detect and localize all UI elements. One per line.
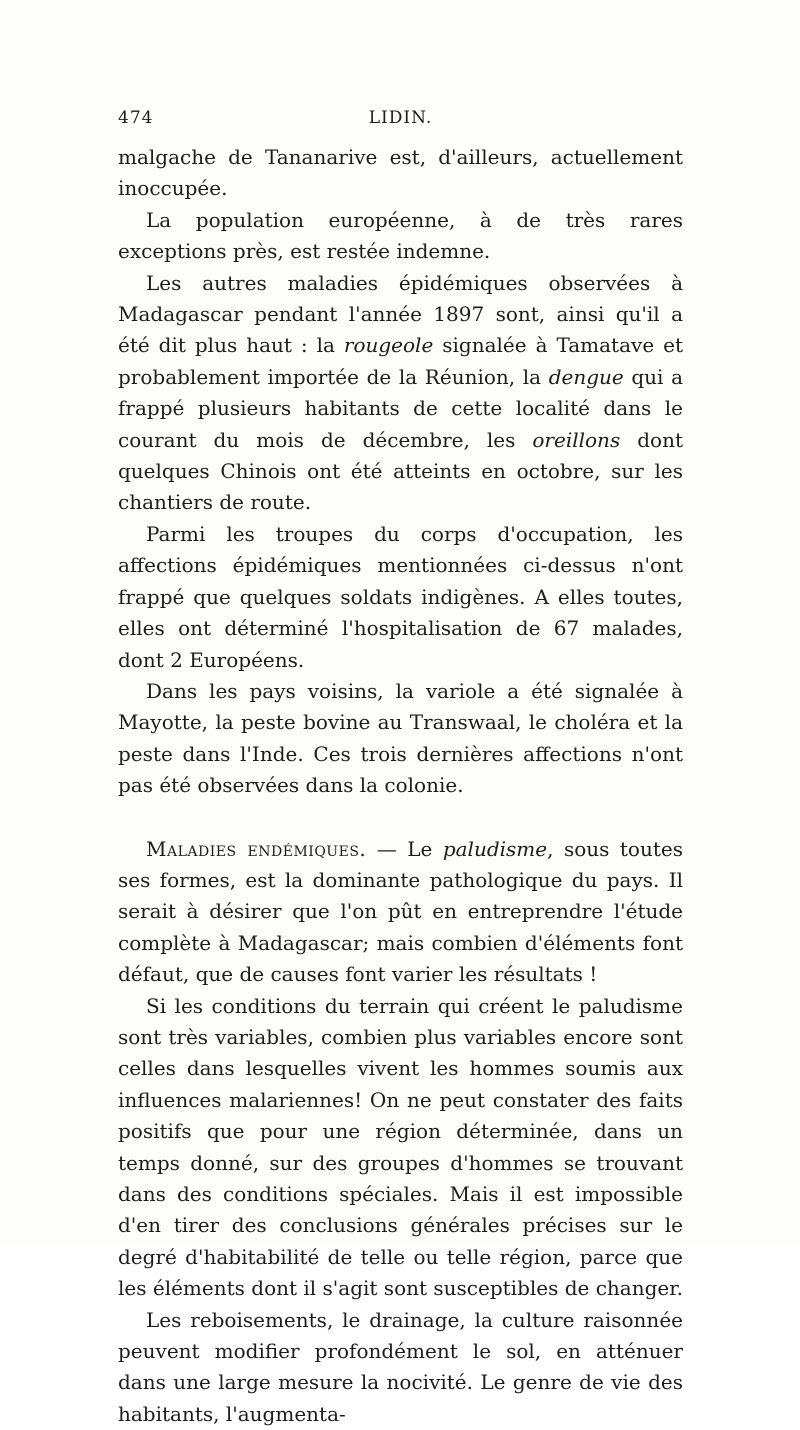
section-heading: Maladies endémiques.: [146, 836, 367, 861]
paragraph-3-text-d: dont quelques Chinois ont été atteints en octobre, sur les chantiers de route.: [118, 427, 683, 515]
paragraph-6-text-b: , sous toutes ses formes, est la dominante pathologique du pays. Il serait à désirer que l'on pût en entreprendre l'étude complète à Madagascar; mais combien d'éléments font défaut, que de causes font varier les résultats !: [118, 836, 683, 987]
paragraph-3: [118, 268, 683, 519]
paragraph-6-text-a: — Le: [366, 836, 443, 861]
body-text: [118, 142, 683, 1430]
paragraph-7: Si les conditions du terrain qui créent le paludisme sont très variables, combien plus variables encore sont celles dans lesquelles vivent les hommes soumis aux influences malariennes! On ne peut constater des faits positifs que pour une région déterminée, dans un temps donné, sur des groupes d'hommes se trouvant dans des conditions spéciales. Mais il est impossible d'en tirer des conclusions générales précises sur le degré d'habitabilité de telle ou telle région, parce que les éléments dont il s'agit sont susceptibles de changer.: [118, 993, 683, 1301]
term-oreillons: oreillons: [532, 427, 621, 452]
paragraph-2: La population européenne, à de très rares exceptions près, est restée indemne.: [118, 207, 683, 264]
paragraph-3-text-a: Les autres maladies épidémiques observées à Madagascar pendant l'année 1897 sont, ainsi qu'il a été dit plus haut : la: [118, 270, 683, 358]
page-header: [118, 108, 683, 138]
paragraph-3-text-b: signalée à Tamatave et probablement importée de la Réunion, la: [118, 333, 683, 389]
term-dengue: dengue: [548, 364, 624, 389]
paragraph-1: malgache de Tananarive est, d'ailleurs, actuellement inoccupée.: [118, 145, 683, 201]
paragraph-4: Parmi les troupes du corps d'occupation, les affections épidémiques mentionnées ci-dessus n'ont frappé que quelques soldats indigènes. A elles toutes, elles ont déterminé l'hospitalisation de 67 malades, dont 2 Européens.: [118, 521, 683, 672]
paragraph-5: Dans les pays voisins, la variole a été signalée à Mayotte, la peste bovine au Transwaal, le choléra et la peste dans l'Inde. Ces trois dernières affections n'ont pas été observées dans la colonie.: [118, 678, 683, 798]
term-paludisme: paludisme: [442, 836, 548, 861]
page-number: 474: [118, 108, 154, 128]
paragraph-6: [118, 834, 683, 991]
running-title: LIDIN.: [368, 108, 433, 128]
term-rougeole: rougeole: [343, 333, 434, 358]
paragraph-3-text-c: qui a frappé plusieurs habitants de cette localité dans le courant du mois de décembre, les: [118, 364, 683, 452]
paragraph-8: Les reboisements, le drainage, la culture raisonnée peuvent modifier profondément le sol, en atténuer dans une large mesure la nocivité. Le genre de vie des habitants, l'augmenta-: [118, 1307, 683, 1426]
